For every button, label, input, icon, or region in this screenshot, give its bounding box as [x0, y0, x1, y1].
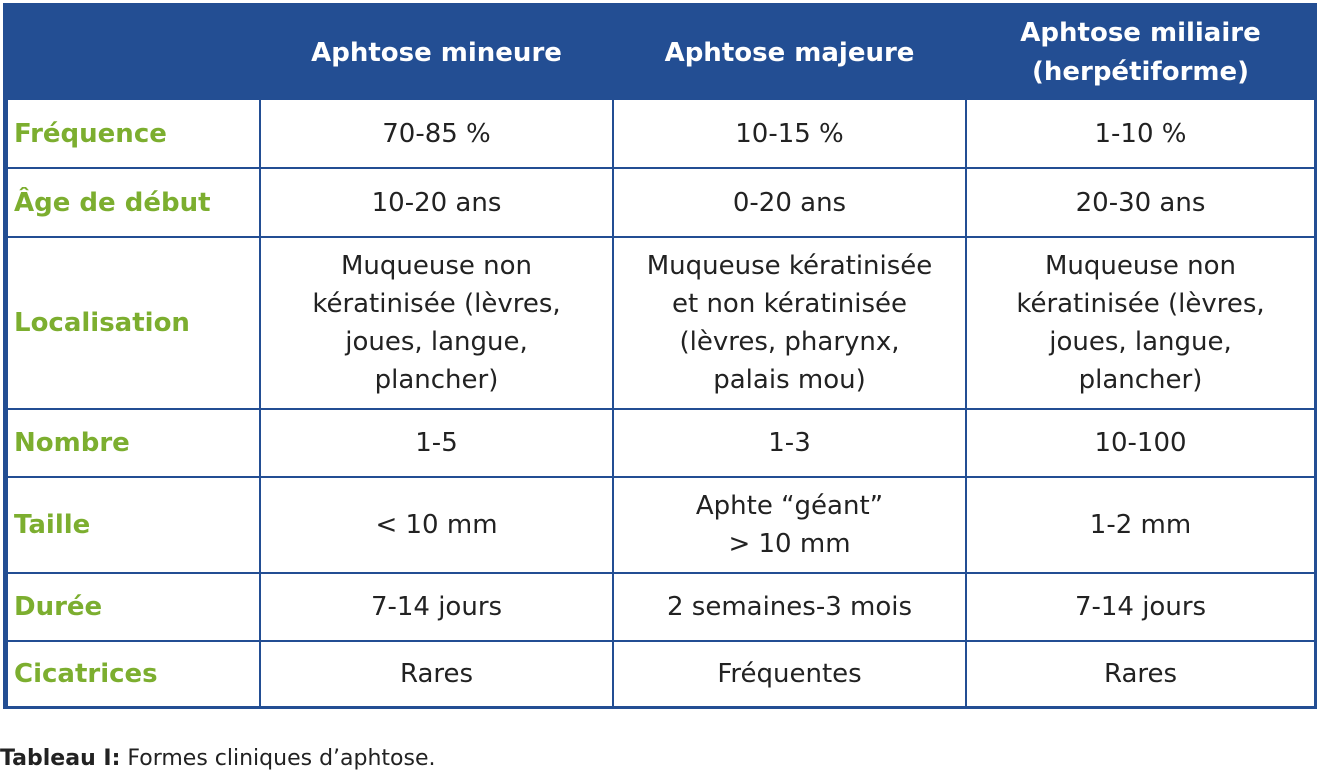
row-label-duree: Durée: [7, 573, 260, 641]
table-cell: Rares: [260, 641, 613, 707]
table-cell: 7-14 jours: [966, 573, 1315, 641]
table-cell: 2 semaines-3 mois: [613, 573, 966, 641]
table-row: [7, 477, 1315, 573]
row-label-cicatrices: Cicatrices: [7, 641, 260, 707]
table-cell: 1-3: [613, 409, 966, 477]
table-row: [7, 168, 1315, 237]
row-label-localisation: Localisation: [7, 237, 260, 409]
table-row: [7, 99, 1315, 168]
table-row: [7, 641, 1315, 707]
table-cell: 7-14 jours: [260, 573, 613, 641]
table-cell: Aphte “géant” > 10 mm: [613, 477, 966, 573]
table-row: [7, 237, 1315, 409]
table-row: [7, 409, 1315, 477]
table-cell: 1-2 mm: [966, 477, 1315, 573]
table-caption: [0, 746, 436, 771]
row-label-nombre: Nombre: [7, 409, 260, 477]
table-cell: 10-15 %: [613, 99, 966, 168]
header-aphtose-majeure: Aphtose majeure: [613, 7, 966, 99]
row-label-taille: Taille: [7, 477, 260, 573]
table-cell: < 10 mm: [260, 477, 613, 573]
table-cell: 20-30 ans: [966, 168, 1315, 237]
table-cell: 10-100: [966, 409, 1315, 477]
table-cell: Muqueuse non kératinisée (lèvres, joues, langue, plancher): [260, 237, 613, 409]
table-cell: 10-20 ans: [260, 168, 613, 237]
table-cell: 70-85 %: [260, 99, 613, 168]
header-aphtose-mineure: Aphtose mineure: [260, 7, 613, 99]
table-cell: Muqueuse kératinisée et non kératinisée (lèvres, pharynx, palais mou): [613, 237, 966, 409]
comparison-table-frame: [3, 3, 1317, 709]
aphtose-comparison-table: [6, 6, 1316, 708]
table-cell: 0-20 ans: [613, 168, 966, 237]
caption-text: Formes cliniques d’aphtose.: [120, 746, 436, 771]
row-label-frequence: Fréquence: [7, 99, 260, 168]
header-corner-cell: [7, 7, 260, 99]
table-cell: 1-5: [260, 409, 613, 477]
table-cell: Fréquentes: [613, 641, 966, 707]
table-cell: Rares: [966, 641, 1315, 707]
table-cell: 1-10 %: [966, 99, 1315, 168]
caption-label: Tableau I:: [0, 746, 121, 771]
table-cell: Muqueuse non kératinisée (lèvres, joues, langue, plancher): [966, 237, 1315, 409]
header-aphtose-miliaire: Aphtose miliaire (herpétiforme): [966, 7, 1315, 99]
row-label-age-de-debut: Âge de début: [7, 168, 260, 237]
table-row: [7, 573, 1315, 641]
table-header-row: [7, 7, 1315, 99]
